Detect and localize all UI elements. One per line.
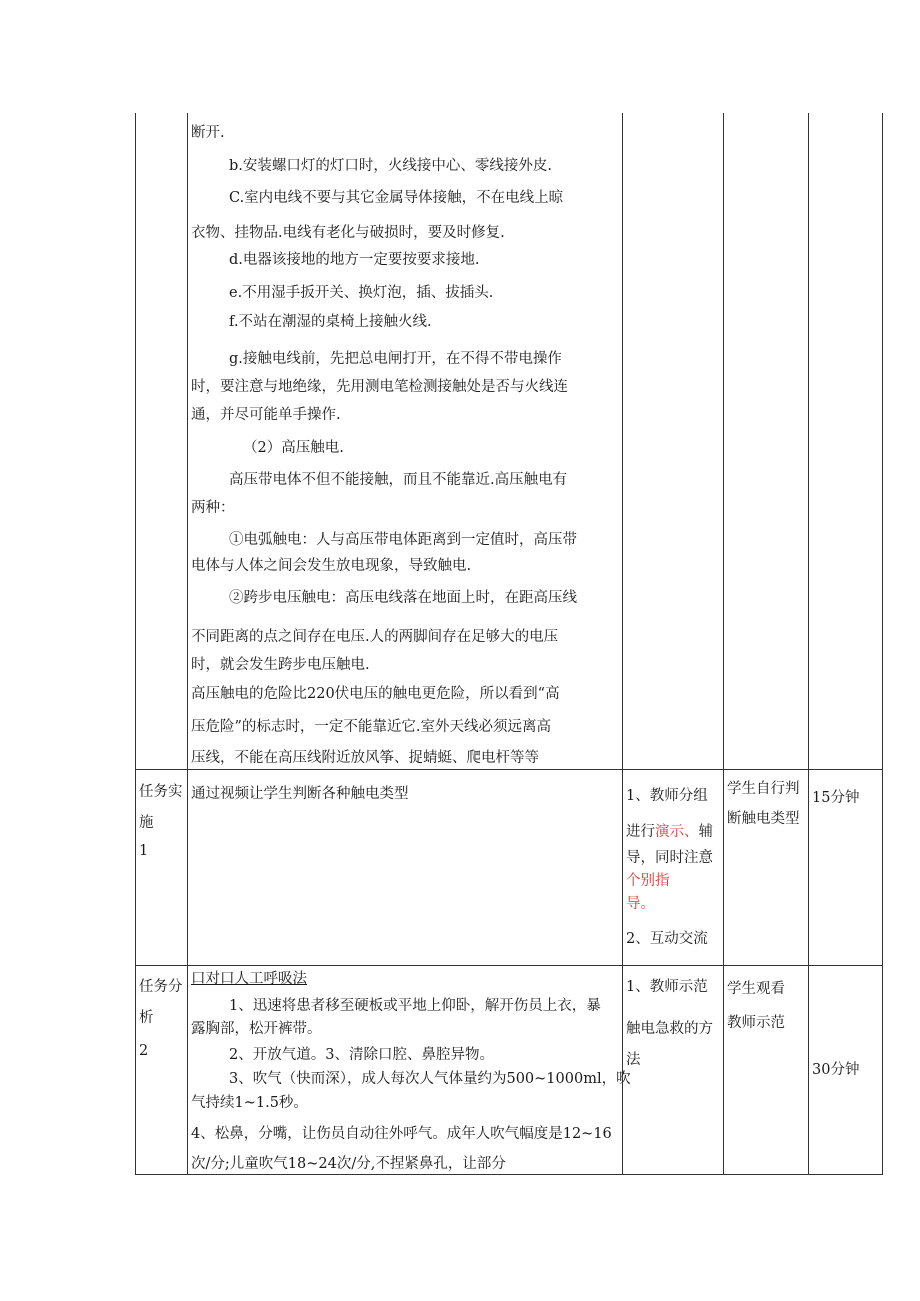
row1-line: 断开. [191, 125, 225, 141]
table-col-divider-4 [808, 113, 809, 1175]
table-border-bottom [135, 1174, 883, 1175]
row1-line: 时，要注意与地绝缘，先用测电笔检测接触处是否与火线连 [191, 379, 568, 395]
row2-stage-label: 施 [139, 815, 154, 831]
row2-content: 通过视频让学生判断各种触电类型 [191, 786, 409, 802]
row1-line: b.安装螺口灯的灯口时，火线接中心、零线接外皮. [229, 158, 552, 174]
table-row-divider-2 [135, 965, 883, 966]
row1-line: 压危险”的标志时，一定不能靠近它.室外天线必须远离高 [191, 719, 552, 735]
row2-teacher-text: 辅 [698, 824, 713, 840]
row3-line: 3、吹气（快而深），成人每次人气体量约为500~1000ml，吹 [229, 1071, 631, 1087]
row3-teacher-line: 触电急救的方 [626, 1021, 713, 1037]
row3-line: 2、开放气道。3、清除口腔、鼻腔异物。 [229, 1047, 494, 1063]
row3-stage-label: 析 [139, 1010, 154, 1026]
row1-line: ②跨步电压触电：高压电线落在地面上时，在距高压线 [229, 590, 577, 606]
row1-line: d.电器该接地的地方一定要按要求接地. [229, 252, 480, 268]
row1-line: 高压带电体不但不能接触，而且不能靠近.高压触电有 [229, 472, 568, 488]
row2-teacher-highlight: 演示、 [655, 824, 699, 840]
row2-stage-number: 1 [139, 843, 149, 859]
table-col-divider-2 [622, 113, 623, 1175]
row2-teacher-line: 导，同时注意 [626, 850, 713, 866]
row1-line: g.接触电线前，先把总电闸打开，在不得不带电操作 [229, 351, 562, 367]
row3-teacher-line: 法 [626, 1052, 641, 1068]
row1-line: 高压触电的危险比220伏电压的触电更危险，所以看到“高 [191, 686, 560, 702]
row3-line: 1、迅速将患者移至硬板或平地上仰卧，解开伤员上衣，暴 [229, 998, 601, 1014]
row3-stage-label: 任务分 [139, 979, 183, 995]
table-col-divider-3 [723, 113, 724, 1175]
row2-student-line: 学生自行判 [727, 781, 800, 797]
row3-line: 气持续1~1.5秒。 [191, 1095, 308, 1111]
row1-line: C.室内电线不要与其它金属导体接触，不在电线上晾 [229, 190, 564, 206]
row2-teacher-highlight: 导。 [626, 896, 655, 912]
row2-teacher-line [626, 823, 713, 841]
row3-teacher-line: 1、教师示范 [626, 979, 708, 995]
row1-line: 衣物、挂物品.电线有老化与破损时，要及时修复. [191, 225, 505, 241]
row3-line: 露胸部，松开裤带。 [191, 1021, 322, 1037]
row2-teacher-line: 1、教师分组 [626, 788, 708, 804]
row1-line: e.不用湿手扳开关、换灯泡，插、拔插头. [229, 285, 494, 301]
row2-teacher-line: 2、互动交流 [626, 931, 708, 947]
row3-time: 30分钟 [812, 1062, 860, 1078]
row2-stage-label: 任务实 [139, 784, 183, 800]
row3-line: 次/分;儿童吹气18~24次/分,不捏紧鼻孔，让部分 [191, 1156, 506, 1172]
row2-student-line: 断触电类型 [727, 811, 800, 827]
row1-line: f.不站在潮湿的桌椅上接触火线. [229, 314, 432, 330]
row3-student-line: 学生观看 [727, 981, 785, 997]
table-border-right [882, 113, 883, 1175]
row1-line: 压线，不能在高压线附近放风筝、捉蜻蜓、爬电杆等等 [191, 750, 539, 766]
row1-line: ①电弧触电：人与高压带电体距离到一定值时，高压带 [229, 532, 577, 548]
row1-line: 电体与人体之间会发生放电现象，导致触电. [191, 558, 472, 574]
row2-time: 15分钟 [812, 790, 860, 806]
table-col-divider-1 [187, 113, 188, 1175]
row1-line: 不同距离的点之间存在电压.人的两脚间存在足够大的电压 [191, 629, 559, 645]
table-border-left [135, 113, 136, 1175]
row1-line: 两种： [191, 500, 235, 516]
row3-student-line: 教师示范 [727, 1015, 785, 1031]
row2-teacher-text: 进行 [626, 824, 655, 840]
row2-teacher-highlight: 个别指 [626, 873, 670, 889]
row1-subheading: （2）高压触电. [243, 440, 344, 456]
row3-stage-number: 2 [139, 1043, 149, 1059]
row3-line: 4、松鼻，分嘴，让伤员自动往外呼气。成年人吹气幅度是12~16 [191, 1126, 612, 1142]
row1-line: 通，并尽可能单手操作. [191, 407, 341, 423]
table-row-divider-1 [135, 769, 883, 770]
row3-title: 口对口人工呼吸法 [191, 971, 307, 987]
row1-line: 时，就会发生跨步电压触电. [191, 657, 370, 673]
